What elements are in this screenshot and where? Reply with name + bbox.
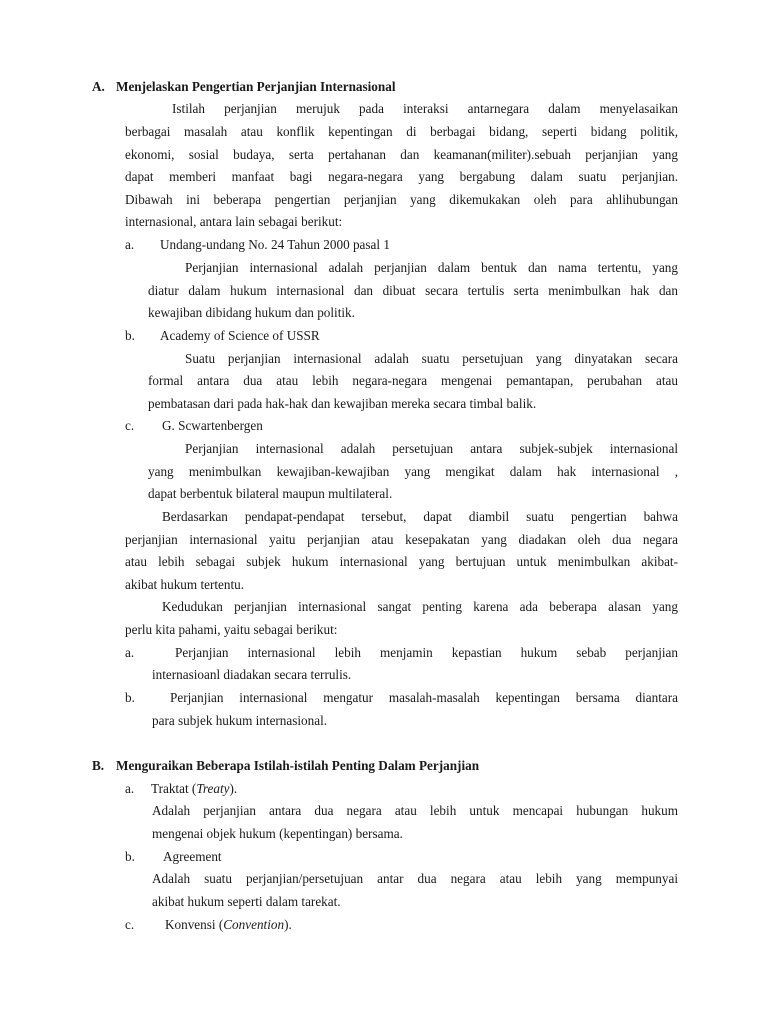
intro-line: ekonomi, sosial budaya, serta pertahanan dan keamanan(militer).sebuah perjanjian yang (125, 147, 678, 162)
reason-line: Perjanjian internasional lebih menjamin kepastian hukum sebab perjanjian (175, 645, 678, 660)
section-a-title: Menjelaskan Pengertian Perjanjian Internasional (116, 79, 396, 94)
reason-marker: b. (125, 690, 135, 705)
definition-heading: Academy of Science of USSR (160, 328, 320, 343)
definition-line: dapat berbentuk bilateral maupun multilateral. (148, 486, 393, 501)
conclusion-line: atau lebih sebagai subjek hukum internasional yang bertujuan untuk menimbulkan akibat- (125, 554, 678, 569)
definition-marker: a. (125, 237, 135, 252)
intro-line: Dibawah ini beberapa pengertian perjanjian yang dikemukakan oleh para ahlihubungan (125, 192, 678, 207)
conclusion-line: Berdasarkan pendapat-pendapat tersebut, dapat diambil suatu pengertian bahwa (162, 509, 678, 524)
intro-line: dapat memberi manfaat bagi negara-negara yang bergabung dalam suatu perjanjian. (125, 169, 678, 184)
position-line: perlu kita pahami, yaitu sebagai berikut: (125, 622, 338, 637)
definition-marker: b. (125, 328, 135, 343)
term-heading: Agreement (163, 849, 222, 864)
definition-marker: c. (125, 418, 135, 433)
term-line: Adalah perjanjian antara dua negara atau lebih untuk mencapai hubungan hukum (152, 803, 678, 818)
term-line: Adalah suatu perjanjian/persetujuan antar dua negara atau lebih yang mempunyai (152, 871, 678, 886)
section-a-letter: A. (92, 79, 105, 94)
reason-line: para subjek hukum internasional. (152, 713, 328, 728)
intro-line: Istilah perjanjian merujuk pada interaksi antarnegara dalam menyelasaikan (172, 101, 678, 116)
conclusion-line: perjanjian internasional yaitu perjanjian atau kesepakatan yang diadakan oleh dua negara (125, 532, 678, 547)
position-line: Kedudukan perjanjian internasional sangat penting karena ada beberapa alasan yang (162, 599, 678, 614)
intro-line: internasional, antara lain sebagai berikut: (125, 214, 343, 229)
term-marker: c. (125, 917, 135, 932)
definition-line: Perjanjian internasional adalah persetujuan antara subjek-subjek internasional (185, 441, 678, 456)
definition-line: formal antara dua atau lebih negara-negara mengenai pemantapan, perubahan atau (148, 373, 678, 388)
definition-line: Suatu perjanjian internasional adalah suatu persetujuan yang dinyatakan secara (185, 351, 678, 366)
definition-line: diatur dalam hukum internasional dan dibuat secara tertulis serta menimbulkan hak dan (148, 283, 678, 298)
definition-line: yang menimbulkan kewajiban-kewajiban yang mengikat dalam hak internasional , (148, 464, 678, 479)
conclusion-line: akibat hukum tertentu. (125, 577, 245, 592)
definition-heading: Undang-undang No. 24 Tahun 2000 pasal 1 (160, 237, 390, 252)
term-heading: Konvensi (Convention). (165, 917, 292, 932)
definition-heading: G. Scwartenbergen (162, 418, 263, 433)
reason-line: Perjanjian internasional mengatur masalah-masalah kepentingan bersama diantara (170, 690, 678, 705)
definition-line: pembatasan dari pada hak-hak dan kewajiban mereka secara timbal balik. (148, 396, 537, 411)
section-b-title: Menguraikan Beberapa Istilah-istilah Penting Dalam Perjanjian (116, 758, 480, 773)
term-line: mengenai objek hukum (kepentingan) bersama. (152, 826, 403, 841)
term-marker: b. (125, 849, 135, 864)
term-line: akibat hukum seperti dalam tarekat. (152, 894, 341, 909)
term-heading: Traktat (Treaty). (151, 781, 238, 796)
reason-line: internasioanl diadakan secara terrulis. (152, 667, 352, 682)
definition-line: Perjanjian internasional adalah perjanjian dalam bentuk dan nama tertentu, yang (185, 260, 678, 275)
intro-line: berbagai masalah atau konflik kepentingan di berbagai bidang, seperti bidang politik, (125, 124, 678, 139)
section-b-letter: B. (92, 758, 105, 773)
definition-line: kewajiban dibidang hukum dan politik. (148, 305, 355, 320)
reason-marker: a. (125, 645, 135, 660)
term-marker: a. (125, 781, 135, 796)
